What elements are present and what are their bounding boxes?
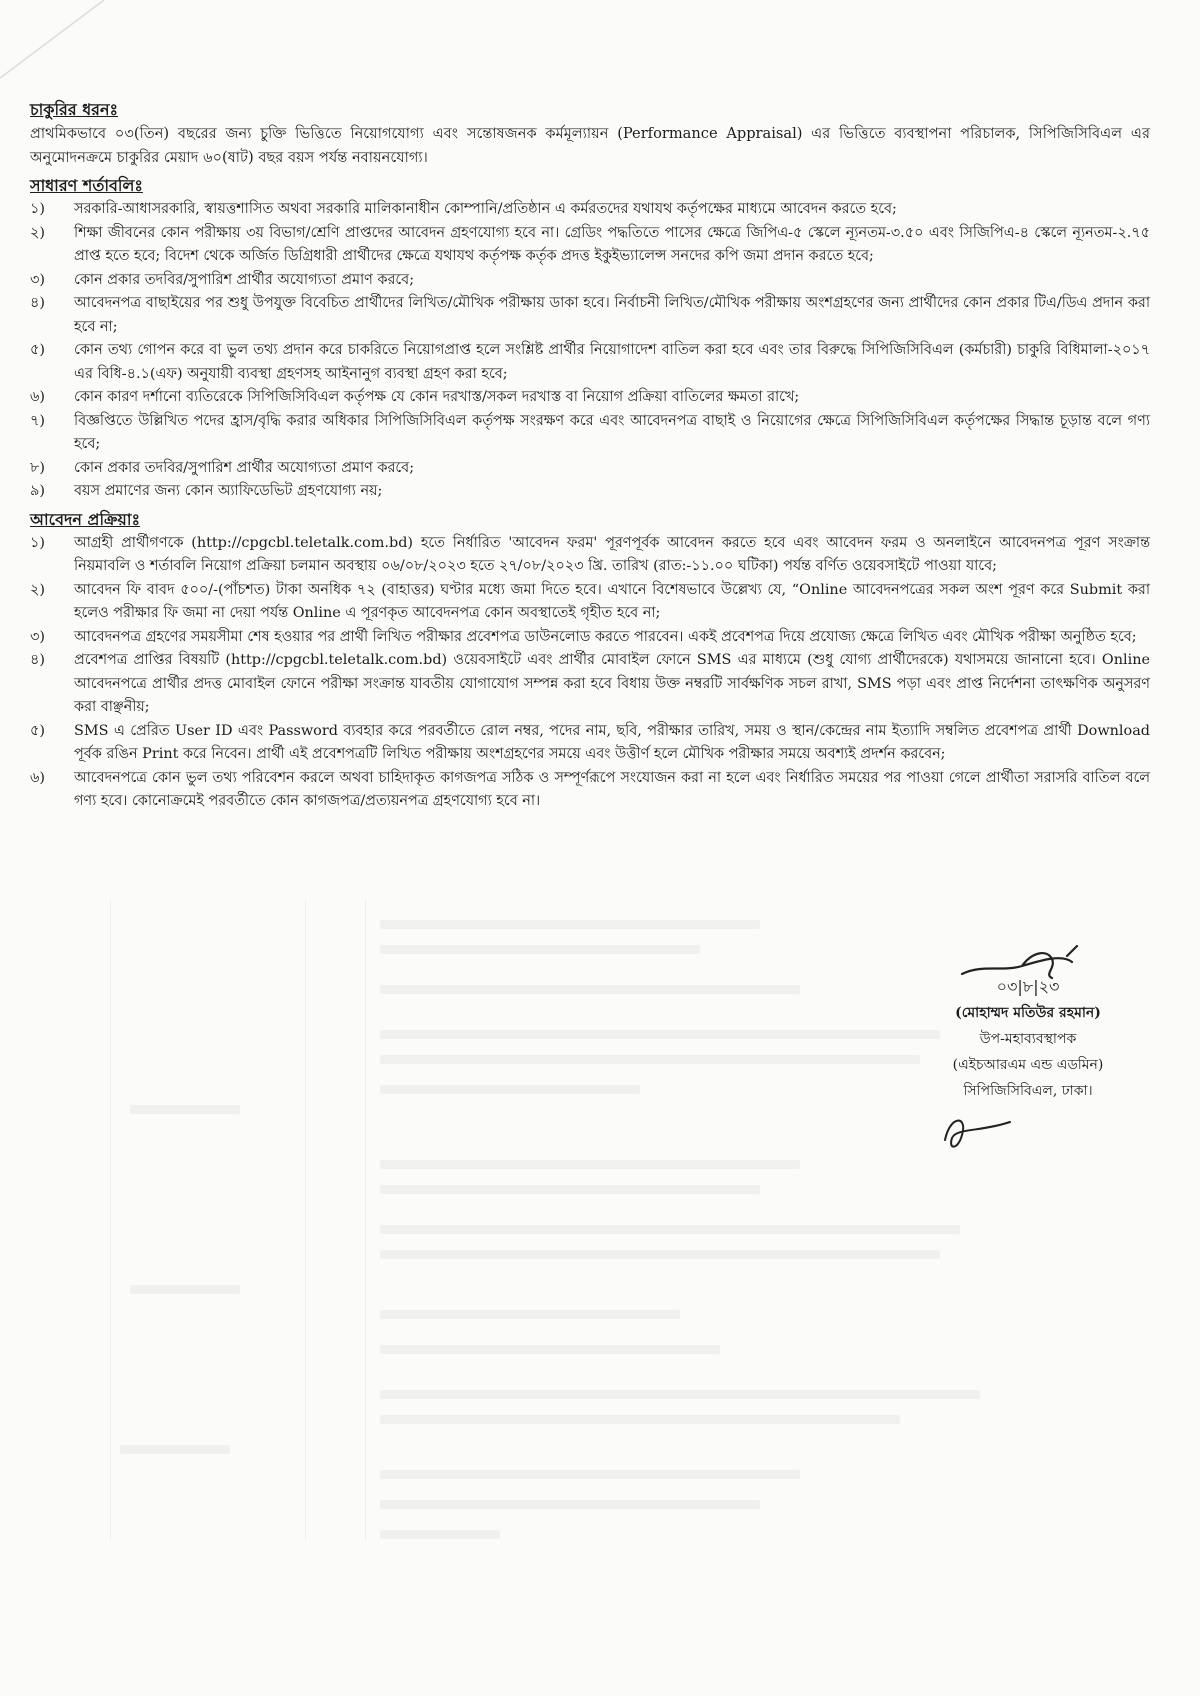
signatory-designation: উপ-মহাব্যবস্থাপক [979,1031,1077,1047]
item-text: কোন প্রকার তদবির/সুপারিশ প্রার্থীর অযোগ্যতা প্রমাণ করবে; [74,459,415,476]
item-number: ৩) [30,271,45,288]
item-number: ১) [30,201,45,217]
list-item [30,649,1150,720]
item-number: ৯) [30,483,45,499]
item-number: ৭) [30,412,45,429]
general-terms-list [30,198,1150,504]
item-text: কোন তথ্য গোপন করে বা ভুল তথ্য প্রদান করে চাকরিতে নিয়োগপ্রাপ্ত হলে সংশ্লিষ্ট প্রার্থীর নিয়োগাদেশ বাতিল করা হবে এবং তার বিরুদ্ধে সিপিজিসিবিএল (কর্মচারী) চাকুরি বিধিমালা-২০১৭ এর বিধি-৪.১(এফ) অনুযায়ী ব্যবস্থা গ্রহণসহ আইনানুগ ব্যবস্থা গ্রহণ করা হবে; [74,342,1150,382]
item-number: ৬) [30,769,45,786]
signatory-organization: সিপিজিসিবিএল, ঢাকা। [963,1083,1093,1099]
item-number: ৪) [30,295,45,311]
item-text: কোন প্রকার তদবির/সুপারিশ প্রার্থীর অযোগ্যতা প্রমাণ করবে; [74,271,415,288]
item-text: কোন কারণ দর্শানো ব্যতিরেকে সিপিজিসিবিএল কর্তৃপক্ষ যে কোন দরখাস্ত/সকল দরখাস্ত বা নিয়োগ প্রক্রিয়া বাতিলের ক্ষমতা রাখে; [74,389,800,405]
general-terms-heading: সাধারণ শর্তাবলিঃ [30,176,143,195]
item-number: ৮) [30,459,45,476]
signatory-name: (মোহাম্মদ মতিউর রহমান) [955,1005,1101,1021]
list-item [30,198,1150,222]
item-number: ২) [30,224,45,241]
item-text: বয়স প্রমাণের জন্য কোন অ্যাফিডেভিট গ্রহণযোগ্য নয়; [74,483,383,499]
application-process-heading: আবেদন প্রক্রিয়াঃ [30,509,141,529]
list-item [30,222,1150,269]
item-number: ৫) [30,342,45,358]
item-text: আবেদন ফি বাবদ ৫০০/-(পাঁচশত) টাকা অনধিক ৭২ (বাহাত্তর) ঘণ্টার মধ্যে জমা দিতে হবে। এখানে বিশেষভাবে উল্লেখ্য যে, “Online আবেদনপত্রের সকল অংশ পূরণ করে Submit করা হলেও পরীক্ষার ফি জমা না দেয়া পর্যন্ত Online এ পূরণকৃত আবেদনপত্র কোন অবস্থাতেই গৃহীত হবে না; [74,581,1150,621]
list-item [30,410,1150,457]
document-body [30,100,1150,814]
item-text: বিজ্ঞপ্তিতে উল্লিখিত পদের হ্রাস/বৃদ্ধি করার অধিকার সিপিজিসিবিএল কর্তৃপক্ষ সংরক্ষণ করে এবং আবেদনপত্র বাছাই ও নিয়োগের ক্ষেত্রে সিপিজিসিবিএল কর্তৃপক্ষের সিদ্ধান্ত চূড়ান্ত বলে গণ্য হবে; [74,412,1150,452]
job-type-text: প্রাথমিকভাবে ০৩(তিন) বছরের জন্য চুক্তি ভিত্তিতে নিয়োগযোগ্য এবং সন্তোষজনক কর্মমূল্যায়ন (Performance Appraisal) এর ভিত্তিতে ব্যবস্থাপনা পরিচালক, সিপিজিসিবিএল এর অনুমোদনক্রমে চাকুরির মেয়াদ ৬০(ষাট) বছর বয়স পর্যন্ত নবায়নযোগ্য। [30,125,1150,166]
item-text: আবেদনপত্রে কোন ভুল তথ্য পরিবেশন করলে অথবা চাহিদাকৃত কাগজপত্র সঠিক ও সম্পূর্ণরূপে সংযোজন করা না হলে এবং নির্ধারিত সময়ের পর পাওয়া গেলে প্রার্থীতা সরাসরি বাতিল বলে গণ্য হবে। কোনোক্রমেই পরবর্তীতে কোন কাগজপত্র/প্রত্যয়নপত্র গ্রহণযোগ্য হবে না। [74,769,1150,809]
list-item [30,339,1150,386]
signature-date: ০৩|৮|২৩ [996,977,1060,996]
item-number: ১) [30,534,45,551]
list-item [30,269,1150,293]
list-item [30,767,1150,814]
item-number: ২) [30,581,45,598]
list-item [30,292,1150,339]
job-type-heading: চাকুরির ধরনঃ [30,100,119,119]
signatory-department: (এইচআরএম এন্ড এডমিন) [952,1057,1104,1073]
list-item [30,579,1150,626]
list-item [30,386,1150,410]
signatory-block [928,940,1128,1104]
item-number: ৫) [30,722,45,739]
item-text: SMS এ প্রেরিত User ID এবং Password ব্যবহার করে পরবর্তীতে রোল নম্বর, পদের নাম, ছবি, পরীক্ষার তারিখ, সময় ও স্থান/কেন্দ্রের নাম ইত্যাদি সম্বলিত প্রবেশপত্র প্রার্থী Download পূর্বক রঙিন Print করে নিবেন। প্রার্থী এই প্রবেশপত্রটি লিখিত পরীক্ষায় অংশগ্রহণের সময়ে এবং উত্তীর্ণ হলে মৌখিক পরীক্ষার সময়ে অবশ্যই প্রদর্শন করবেন; [74,722,1150,762]
item-text: সরকারি-আধাসরকারি, স্বায়ত্তশাসিত অথবা সরকারি মালিকানাধীন কোম্পানি/প্রতিষ্ঠান এ কর্মরতদের যথাযথ কর্তৃপক্ষের মাধ্যমে আবেদন করতে হবে; [74,201,897,217]
item-number: ৪) [30,652,45,668]
item-text: আবেদনপত্র বাছাইয়ের পর শুধু উপযুক্ত বিবেচিত প্রার্থীদের লিখিত/মৌখিক পরীক্ষায় ডাকা হবে। নির্বাচনী লিখিত/মৌখিক পরীক্ষায় অংশগ্রহণের জন্য প্রার্থীদের কোন প্রকার টিএ/ডিএ প্রদান করা হবে না; [74,295,1151,335]
initials-mark [940,1110,1020,1160]
item-text: প্রবেশপত্র প্রাপ্তির বিষয়টি (http://cpgcbl.teletalk.com.bd) ওয়েবসাইটে এবং প্রার্থীর মোবাইল ফোনে SMS এর মাধ্যমে (শুধু যোগ্য প্রার্থীদেরকে) যথাসময়ে জানানো হবে। Online আবেদনপত্রে প্রার্থীর প্রদত্ত মোবাইল ফোনে পরীক্ষা সংক্রান্ত যাবতীয় যোগাযোগ সম্পন্ন করা হবে বিধায় উক্ত নম্বরটি সার্বক্ষণিক সচল রাখা, SMS পড়া এবং প্রাপ্ত নির্দেশনা তাৎক্ষণিক অনুসরণ করা বাঞ্ছনীয়; [74,652,1150,715]
item-number: ৬) [30,389,45,405]
list-item [30,532,1150,579]
item-number: ৩) [30,628,45,645]
item-text: শিক্ষা জীবনের কোন পরীক্ষায় ৩য় বিভাগ/শ্রেণি প্রাপ্তদের আবেদন গ্রহণযোগ্য হবে না। গ্রেডিং পদ্ধতিতে পাসের ক্ষেত্রে জিপিএ-৫ স্কেলে ন্যূনতম-৩.৫০ এবং সিজিপিএ-৪ স্কেলে ন্যূনতম-২.৭৫ প্রাপ্ত হতে হবে; বিদেশ থেকে অর্জিত ডিগ্রিধারী প্রার্থীদের ক্ষেত্রে যথাযথ কর্তৃপক্ষ কর্তৃক প্রদত্ত ইকুইভ্যালেন্স সনদের কপি জমা প্রদান করতে হবে; [74,224,1150,264]
list-item [30,626,1150,650]
list-item [30,720,1150,767]
item-text: আগ্রহী প্রার্থীগণকে (http://cpgcbl.teletalk.com.bd) হতে নির্ধারিত 'আবেদন ফরম' পূরণপূর্বক আবেদন করতে হবে এবং আবেদন ফরম ও অনলাইনে আবেদনপত্র পূরণ সংক্রান্ত নিয়মাবলি ও শর্তাবলি নিয়োগ প্রক্রিয়া চলমান অবস্থায় ০৬/০৮/২০২৩ হতে ২৭/০৮/২০২৩ খ্রি. তারিখ (রাত:-১১.০০ ঘটিকা) পর্যন্ত বর্ণিত ওয়েবসাইটে পাওয়া যাবে; [74,534,1150,574]
list-item [30,457,1150,481]
list-item [30,480,1150,504]
application-process-list [30,532,1150,814]
item-text: আবেদনপত্র গ্রহণের সময়সীমা শেষ হওয়ার পর প্রার্থী লিখিত পরীক্ষার প্রবেশপত্র ডাউনলোড করতে পারবেন। একই প্রবেশপত্র দিয়ে প্রযোজ্য ক্ষেত্রে লিখিত এবং মৌখিক পরীক্ষা অনুষ্ঠিত হবে; [74,628,1137,645]
